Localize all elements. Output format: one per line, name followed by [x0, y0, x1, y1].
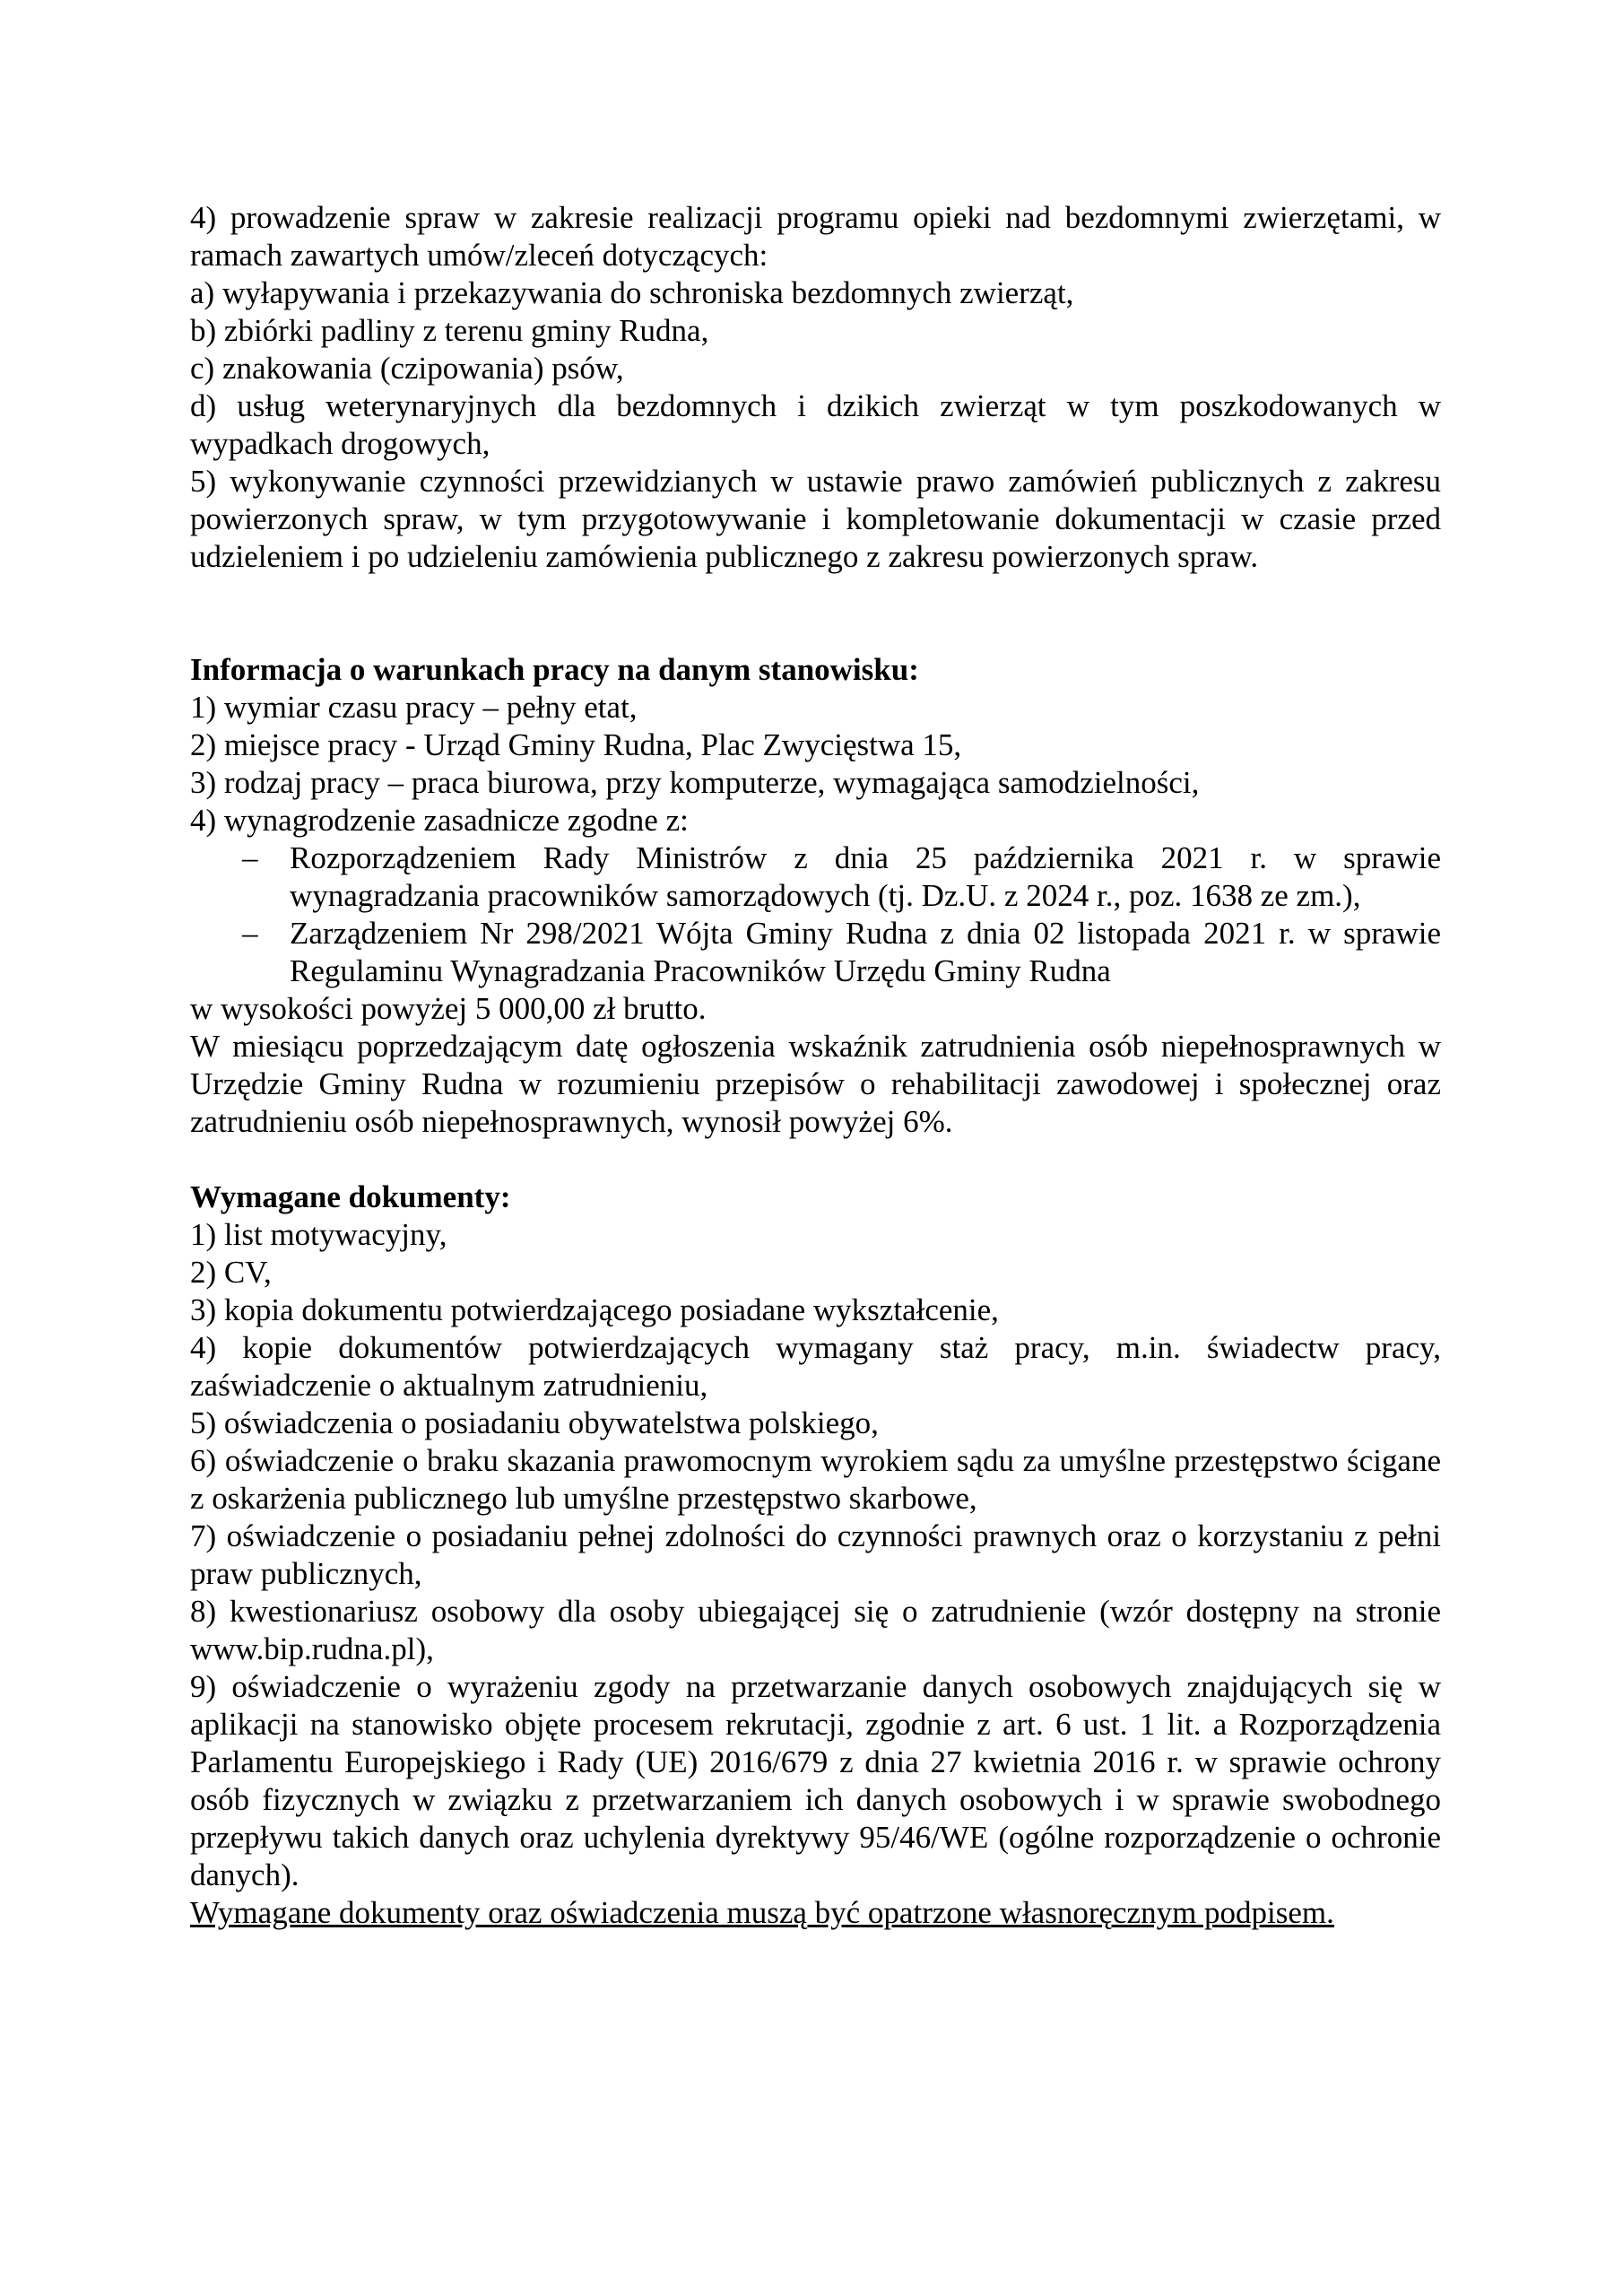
paragraph-task-4c: c) znakowania (czipowania) psów,: [190, 351, 624, 386]
paragraph-task-4: 4) prowadzenie spraw w zakresie realizacji programu opieki nad bezdomnymi zwierzętami, w ramach zawartych umów/zleceń dotyczących:: [190, 200, 1441, 273]
work-condition-item-2: 2) miejsce pracy - Urząd Gminy Rudna, Plac Zwycięstwa 15,: [190, 727, 962, 762]
required-document-item-5: 5) oświadczenia o posiadaniu obywatelstwa polskiego,: [190, 1405, 879, 1440]
paragraph-task-4a: a) wyłapywania i przekazywania do schroniska bezdomnych zwierząt,: [190, 275, 1074, 310]
document-content: [190, 199, 1441, 1932]
disability-employment-note: W miesiącu poprzedzającym datę ogłoszenia wskaźnik zatrudnienia osób niepełnosprawnych w Urzędzie Gminy Rudna w rozumieniu przepisów o rehabilitacji zawodowej i społecznej oraz zatrudnieniu osób niepełnosprawnych, wynosił powyżej 6%.: [190, 1029, 1441, 1139]
required-document-item-2: 2) CV,: [190, 1255, 272, 1290]
salary-note: w wysokości powyżej 5 000,00 zł brutto.: [190, 991, 707, 1026]
signature-requirement-note: Wymagane dokumenty oraz oświadczenia muszą być opatrzone własnoręcznym podpisem.: [190, 1895, 1334, 1930]
regulation-bullet-1-text: Rozporządzeniem Rady Ministrów z dnia 25 października 2021 r. w sprawie wynagradzania pracowników samorządowych (tj. Dz.U. z 2024 r., poz. 1638 ze zm.),: [290, 840, 1441, 913]
required-document-item-8: 8) kwestionariusz osobowy dla osoby ubiegającej się o zatrudnienie (wzór dostępny na stronie www.bip.rudna.pl),: [190, 1594, 1441, 1666]
regulation-bullet-1: [190, 839, 1441, 915]
work-condition-item-1: 1) wymiar czasu pracy – pełny etat,: [190, 690, 638, 725]
required-document-item-7: 7) oświadczenie o posiadaniu pełnej zdolności do czynności prawnych oraz o korzystaniu z pełni praw publicznych,: [190, 1518, 1441, 1591]
regulation-bullet-2: [190, 915, 1441, 990]
section-heading-required-documents: Wymagane dokumenty:: [190, 1179, 511, 1214]
required-document-item-4: 4) kopie dokumentów potwierdzających wymagany staż pracy, m.in. świadectw pracy, zaświadczenie o aktualnym zatrudnieniu,: [190, 1330, 1441, 1403]
paragraph-task-4d: d) usług weterynaryjnych dla bezdomnych i dzikich zwierząt w tym poszkodowanych w wypadkach drogowych,: [190, 388, 1441, 461]
required-document-item-9: 9) oświadczenie o wyrażeniu zgody na przetwarzanie danych osobowych znajdujących się w aplikacji na stanowisko objęte procesem rekrutacji, zgodnie z art. 6 ust. 1 lit. a Rozporządzenia Parlamentu Europejskiego i Rady (UE) 2016/679 z dnia 27 kwietnia 2016 r. w sprawie ochrony osób fizycznych w związku z przetwarzaniem ich danych osobowych i w sprawie swobodnego przepływu takich danych oraz uchylenia dyrektywy 95/46/WE (ogólne rozporządzenie o ochronie danych).: [190, 1669, 1441, 1892]
dash-bullet-marker: –: [242, 840, 258, 875]
required-document-item-1: 1) list motywacyjny,: [190, 1217, 447, 1252]
dash-bullet-marker: –: [242, 916, 258, 951]
work-condition-item-4: 4) wynagrodzenie zasadnicze zgodne z:: [190, 803, 689, 838]
regulation-bullet-2-text: Zarządzeniem Nr 298/2021 Wójta Gminy Rudna z dnia 02 listopada 2021 r. w sprawie Regulaminu Wynagradzania Pracowników Urzędu Gminy Rudna: [290, 916, 1441, 988]
section-heading-work-conditions: Informacja o warunkach pracy na danym stanowisku:: [190, 652, 919, 687]
required-document-item-3: 3) kopia dokumentu potwierdzającego posiadane wykształcenie,: [190, 1292, 999, 1327]
work-condition-item-3: 3) rodzaj pracy – praca biurowa, przy komputerze, wymagająca samodzielności,: [190, 765, 1200, 800]
section-spacer: [190, 576, 1441, 651]
paragraph-task-5: 5) wykonywanie czynności przewidzianych w ustawie prawo zamówień publicznych z zakresu powierzonych spraw, w tym przygotowywanie i kompletowanie dokumentacji w czasie przed udzieleniem i po udzieleniu zamówienia publicznego z zakresu powierzonych spraw.: [190, 464, 1441, 574]
paragraph-task-4b: b) zbiórki padliny z terenu gminy Rudna,: [190, 313, 709, 348]
required-document-item-6: 6) oświadczenie o braku skazania prawomocnym wyrokiem sądu za umyślne przestępstwo ścigane z oskarżenia publicznego lub umyślne przestępstwo skarbowe,: [190, 1443, 1441, 1516]
section-spacer: [190, 1141, 1441, 1178]
